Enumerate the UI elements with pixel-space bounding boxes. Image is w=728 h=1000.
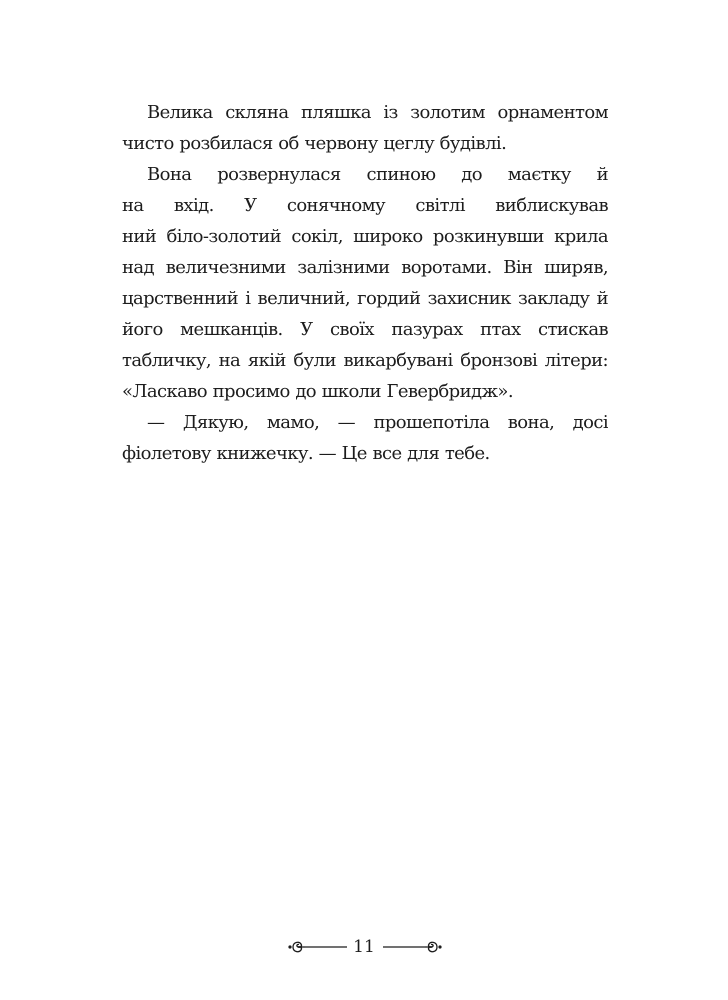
paragraph-3: [122, 407, 608, 469]
text-line: на вхід. У сонячному світлі виблискував: [122, 195, 608, 216]
text-line: табличку, на якій були викарбувані бронзові літери:: [122, 350, 608, 371]
flourish-left-icon: [287, 938, 347, 956]
page-footer: [0, 934, 728, 960]
text-line: ний біло-золотий сокіл, широко розкинувши крила: [122, 226, 608, 247]
text-line: чисто розбилася об червону цеглу будівлі.: [122, 133, 507, 154]
text-line: фіолетову книжечку. — Це все для тебе.: [122, 443, 490, 464]
paragraph-2: [122, 159, 608, 407]
text-line: Велика скляна пляшка із золотим орнаментом: [147, 102, 608, 123]
text-line: «Ласкаво просимо до школи Гевербридж».: [122, 381, 513, 402]
text-line: — Дякую, мамо, — прошепотіла вона, досі: [147, 412, 608, 433]
body-text: [122, 97, 608, 469]
text-line: царственний і величний, гордий захисник закладу й: [122, 288, 608, 309]
text-line: над величезними залізними воротами. Він ширяв,: [122, 257, 608, 278]
page-number: 11: [353, 937, 375, 957]
text-line: Вона розвернулася спиною до маєтку й: [147, 164, 608, 185]
flourish-right-icon: [383, 938, 443, 956]
paragraph-1: [122, 97, 608, 159]
text-line: його мешканців. У своїх пазурах птах стискав: [122, 319, 608, 340]
